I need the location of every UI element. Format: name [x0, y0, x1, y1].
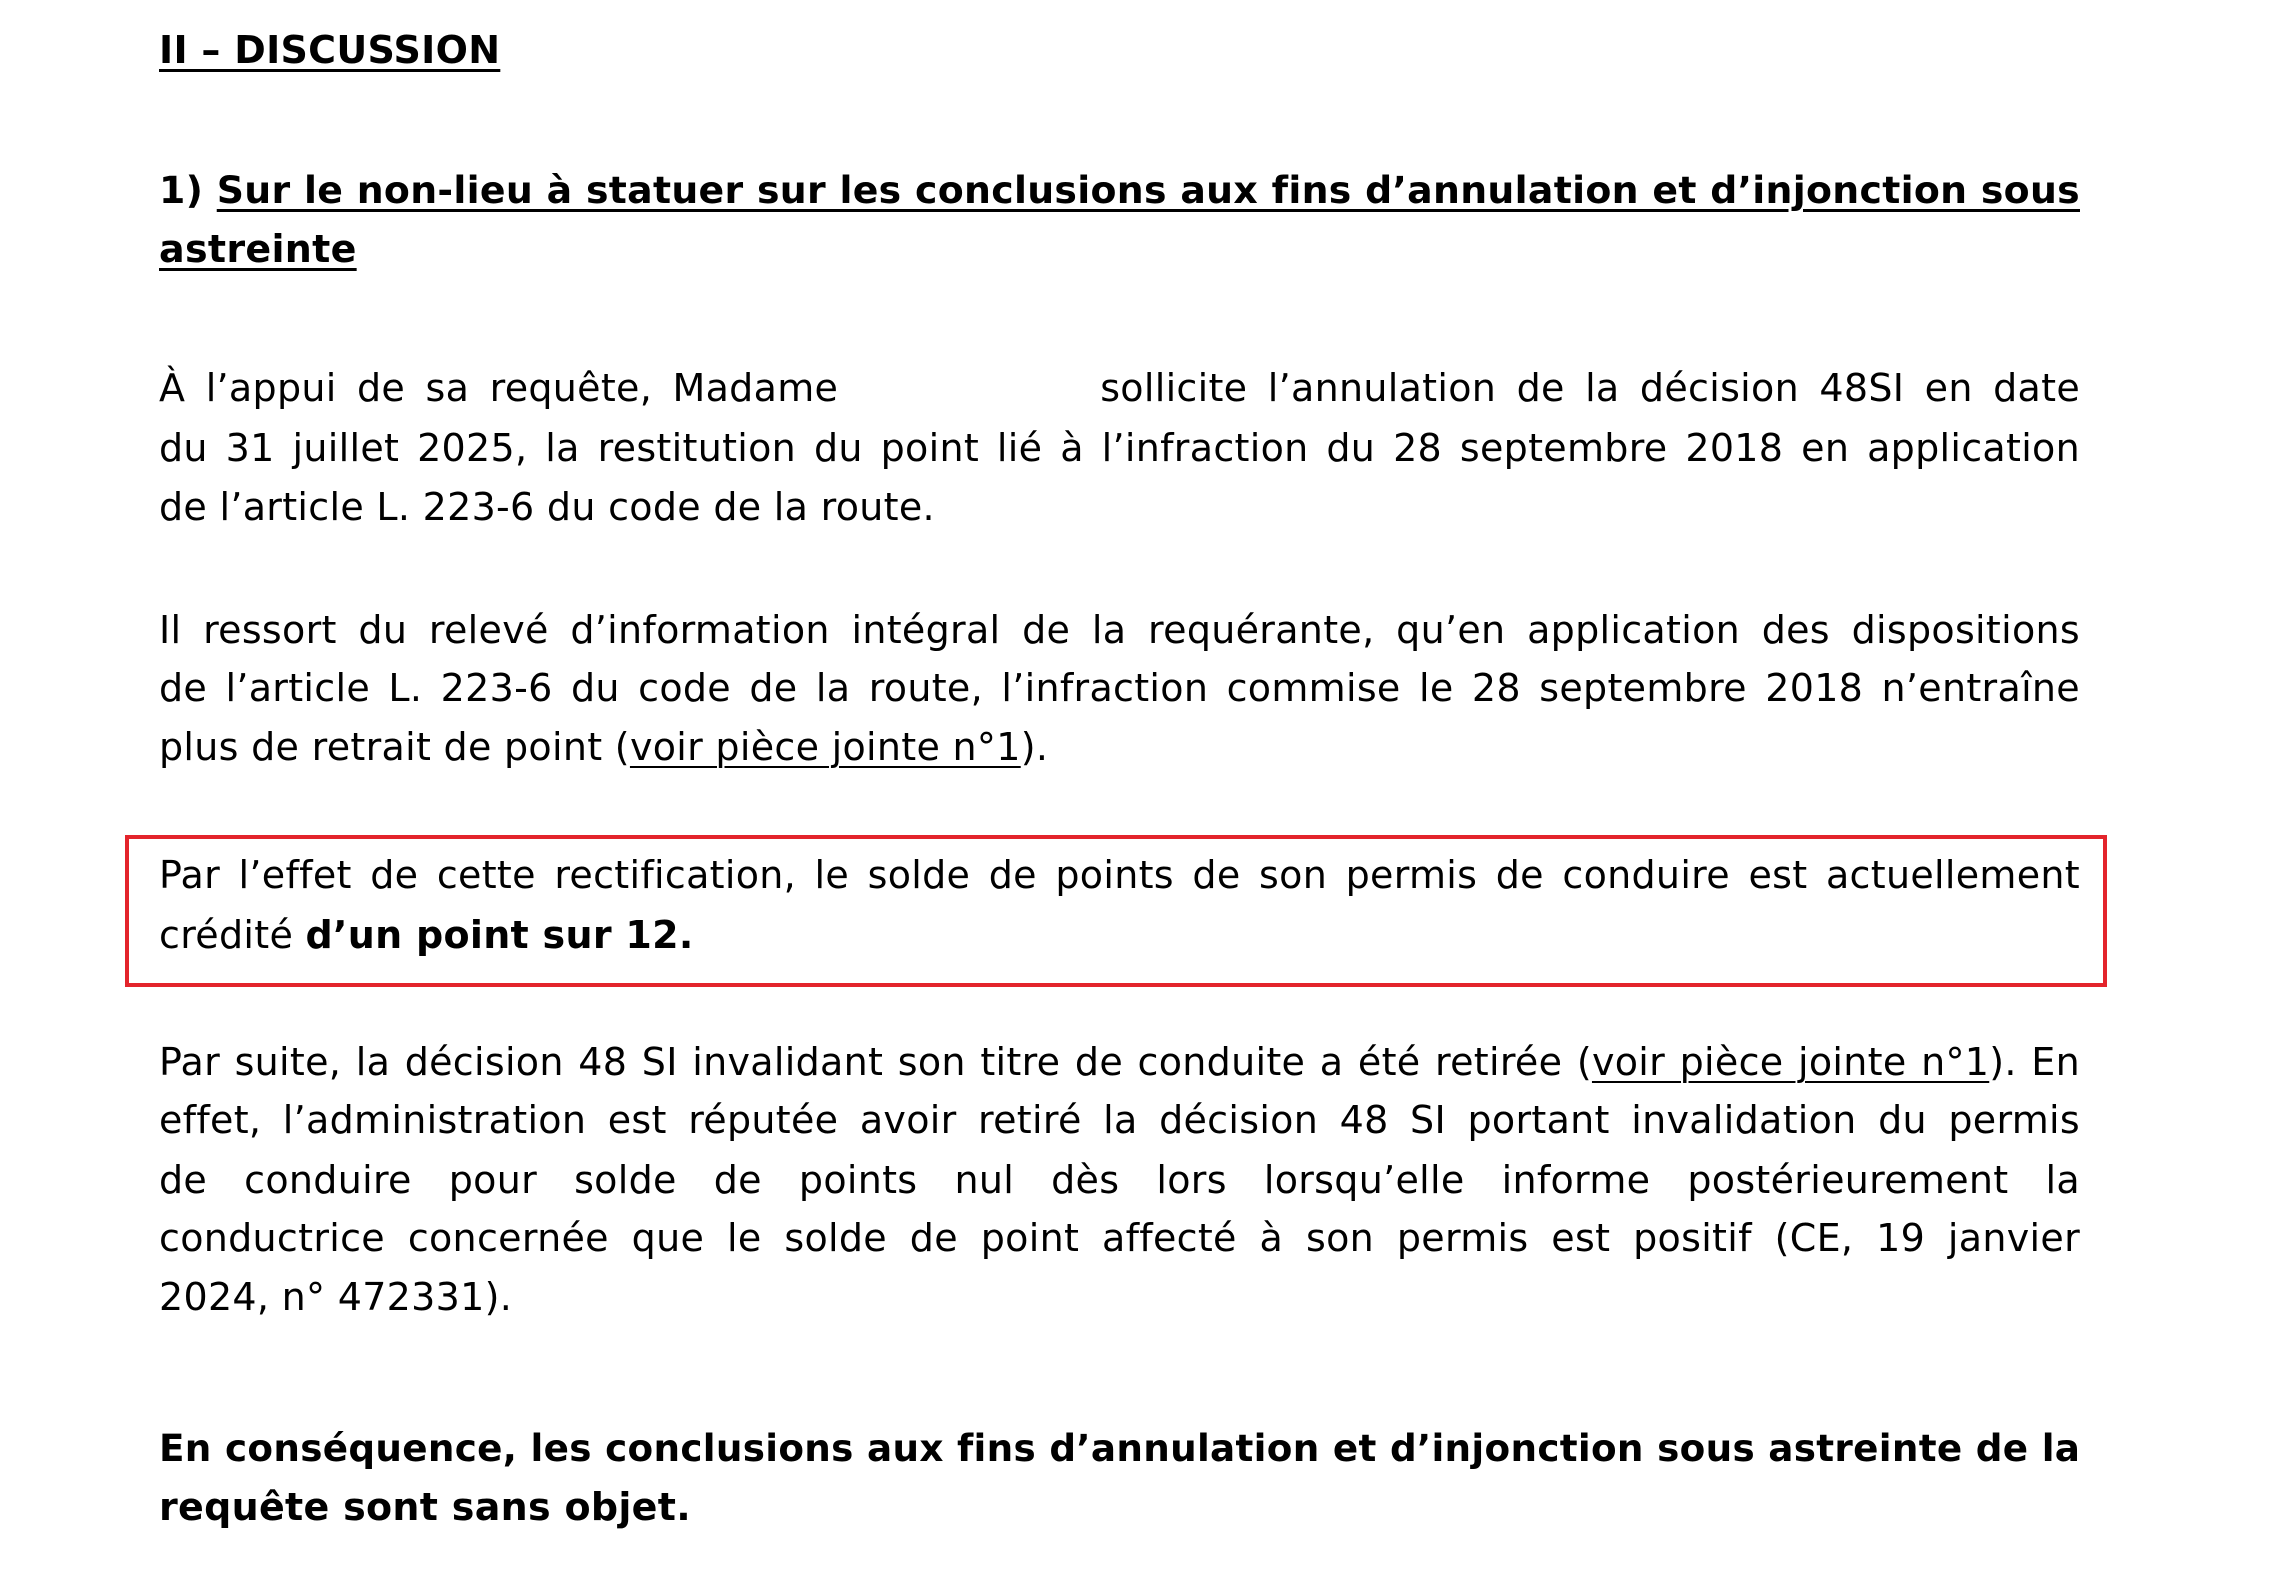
subsection-heading-line1 — [159, 166, 2080, 214]
attachment-link-2[interactable]: voir pièce jointe n°1 — [1591, 1040, 1990, 1084]
paragraph2-line3-before: plus de retrait de point ( — [159, 725, 630, 769]
paragraph4-line3: de conduire pour solde de points nul dès lors lorsqu’elle informe postérieurement la — [159, 1158, 2080, 1202]
paragraph2-line3-after: ). — [1020, 725, 1049, 769]
highlight-line2 — [159, 911, 2080, 959]
subsection-title-part1: Sur le non-lieu à statuer sur les conclusions aux fins d’annulation et d’injonction sous — [216, 168, 2080, 212]
paragraph4-line2: effet, l’administration est réputée avoir retiré la décision 48 SI portant invalidation du permis — [159, 1098, 2080, 1142]
paragraph1-text-before-name: À l’appui de sa requête, Madame — [159, 366, 839, 410]
points-balance: d’un point sur 12. — [305, 913, 694, 957]
paragraph1-line3: de l’article L. 223-6 du code de la route. — [159, 485, 935, 529]
paragraph2-line2: de l’article L. 223-6 du code de la route, l’infraction commise le 28 septembre 2018 n’entraîne — [159, 666, 2080, 710]
paragraph4-line1-after: ). En — [1989, 1040, 2080, 1084]
paragraph2-line1: Il ressort du relevé d’information intégral de la requérante, qu’en application des dispositions — [159, 608, 2080, 652]
subsection-heading-line2 — [159, 225, 2080, 273]
paragraph1-line2: du 31 juillet 2025, la restitution du point lié à l’infraction du 28 septembre 2018 en application — [159, 426, 2080, 470]
paragraph4-line4: conductrice concernée que le solde de point affecté à son permis est positif (CE, 19 janvier — [159, 1216, 2080, 1260]
highlight-line1: Par l’effet de cette rectification, le solde de points de son permis de conduire est actuellement — [159, 853, 2080, 897]
conclusion-line2: requête sont sans objet. — [159, 1485, 691, 1529]
section-title-text: II – DISCUSSION — [159, 28, 501, 72]
paragraph2-line3 — [159, 723, 2080, 771]
paragraph1-text-after-name: sollicite l’annulation de la décision 48SI en date — [1100, 366, 2080, 410]
conclusion-line1: En conséquence, les conclusions aux fins d’annulation et d’injonction sous astreinte de la — [159, 1426, 2081, 1470]
section-title — [159, 26, 2080, 74]
paragraph1-line1 — [159, 364, 2080, 412]
attachment-link-1[interactable]: voir pièce jointe n°1 — [629, 725, 1021, 769]
subsection-number: 1) — [159, 168, 204, 212]
subsection-title-part2: astreinte — [159, 227, 357, 271]
highlight-line2-normal: crédité — [159, 913, 306, 957]
paragraph4-line5: 2024, n° 472331). — [159, 1275, 513, 1319]
paragraph4-line1-before: Par suite, la décision 48 SI invalidant son titre de conduite a été retirée ( — [159, 1040, 1592, 1084]
paragraph4-line1 — [159, 1038, 2080, 1086]
